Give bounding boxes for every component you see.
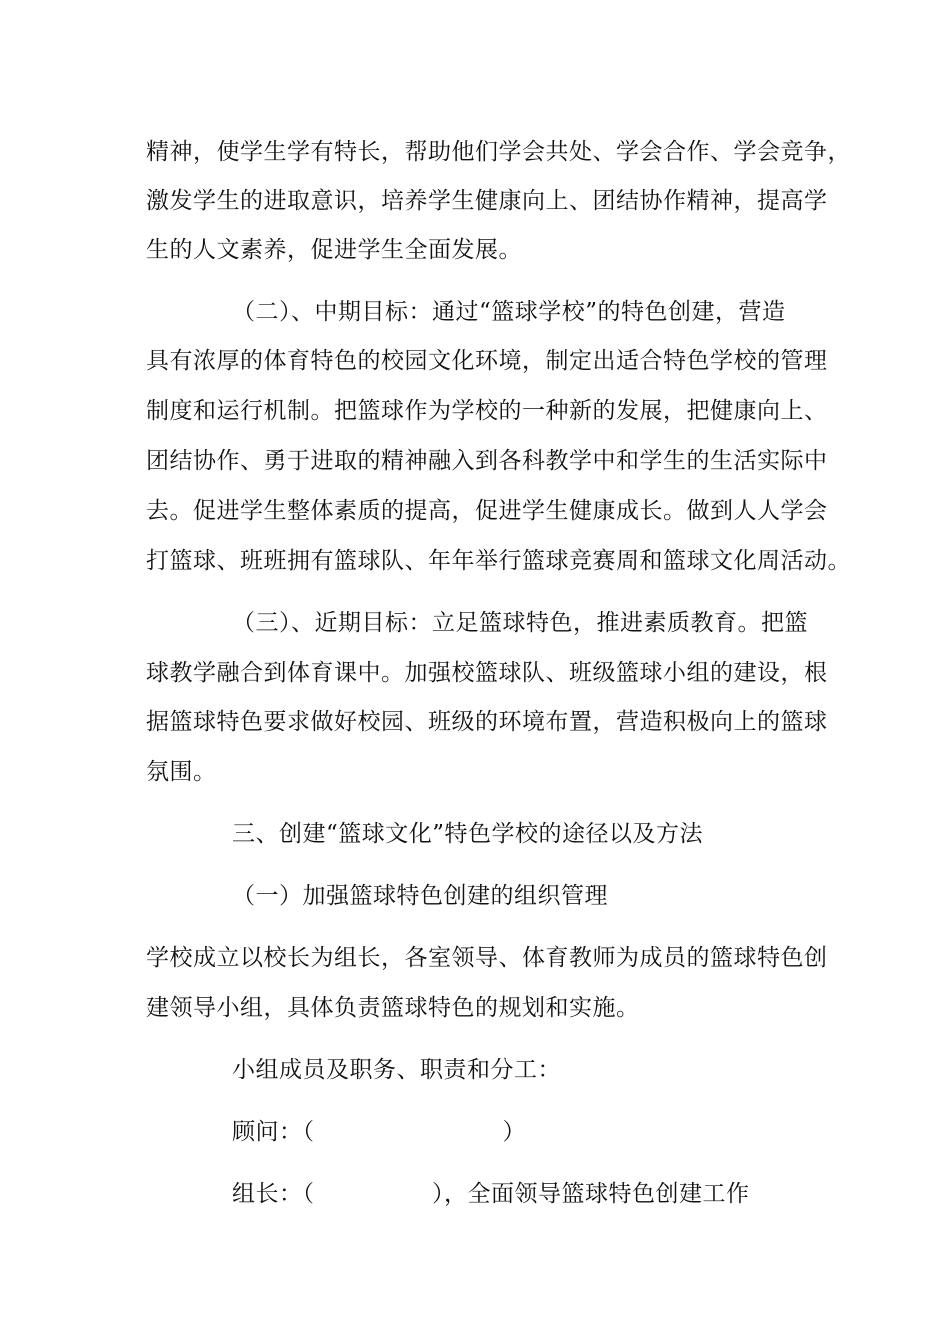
mid-term-goal-heading-line: （二）、中期目标：通过“篮球学校”的特色创建，营造: [232, 299, 786, 325]
paragraph-line: 打篮球、班班拥有篮球队、年年举行篮球竞赛周和篮球文化周活动。: [146, 548, 851, 574]
members-intro-line: 小组成员及职务、职责和分工：: [232, 1057, 561, 1083]
paragraph-line: 制度和运行机制。把篮球作为学校的一种新的发展，把健康向上、: [146, 398, 828, 424]
paragraph-line: 学校成立以校长为组长，各室领导、体育教师为成员的篮球特色创: [146, 945, 828, 971]
paragraph-line: 精神，使学生学有特长，帮助他们学会共处、学会合作、学会竞争，: [146, 139, 851, 165]
paragraph-line: 去。促进学生整体素质的提高，促进学生健康成长。做到人人学会: [146, 498, 828, 524]
advisor-line: 顾问：（ ）: [232, 1119, 526, 1145]
paragraph-line: 据篮球特色要求做好校园、班级的环境布置，营造积极向上的篮球: [146, 709, 828, 735]
paragraph-line: 球教学融合到体育课中。加强校篮球队、班级篮球小组的建设，根: [146, 660, 828, 686]
paragraph-line: 团结协作、勇于进取的精神融入到各科教学中和学生的生活实际中: [146, 448, 828, 474]
section-heading: 三、创建“篮球文化”特色学校的途径以及方法: [232, 821, 704, 847]
paragraph-line: 生的人文素养，促进学生全面发展。: [146, 237, 522, 263]
paragraph-line: 氛围。: [146, 759, 217, 785]
group-leader-line: 组长：（ ），全面领导篮球特色创建工作: [232, 1181, 750, 1207]
paragraph-line: 激发学生的进取意识，培养学生健康向上、团结协作精神，提高学: [146, 188, 828, 214]
short-term-goal-heading-line: （三）、近期目标：立足篮球特色，推进素质教育。把篮: [232, 610, 808, 636]
subsection-heading: （一）加强篮球特色创建的组织管理: [232, 883, 608, 909]
paragraph-line: 具有浓厚的体育特色的校园文化环境，制定出适合特色学校的管理: [146, 348, 828, 374]
paragraph-line: 建领导小组，具体负责篮球特色的规划和实施。: [146, 995, 640, 1021]
